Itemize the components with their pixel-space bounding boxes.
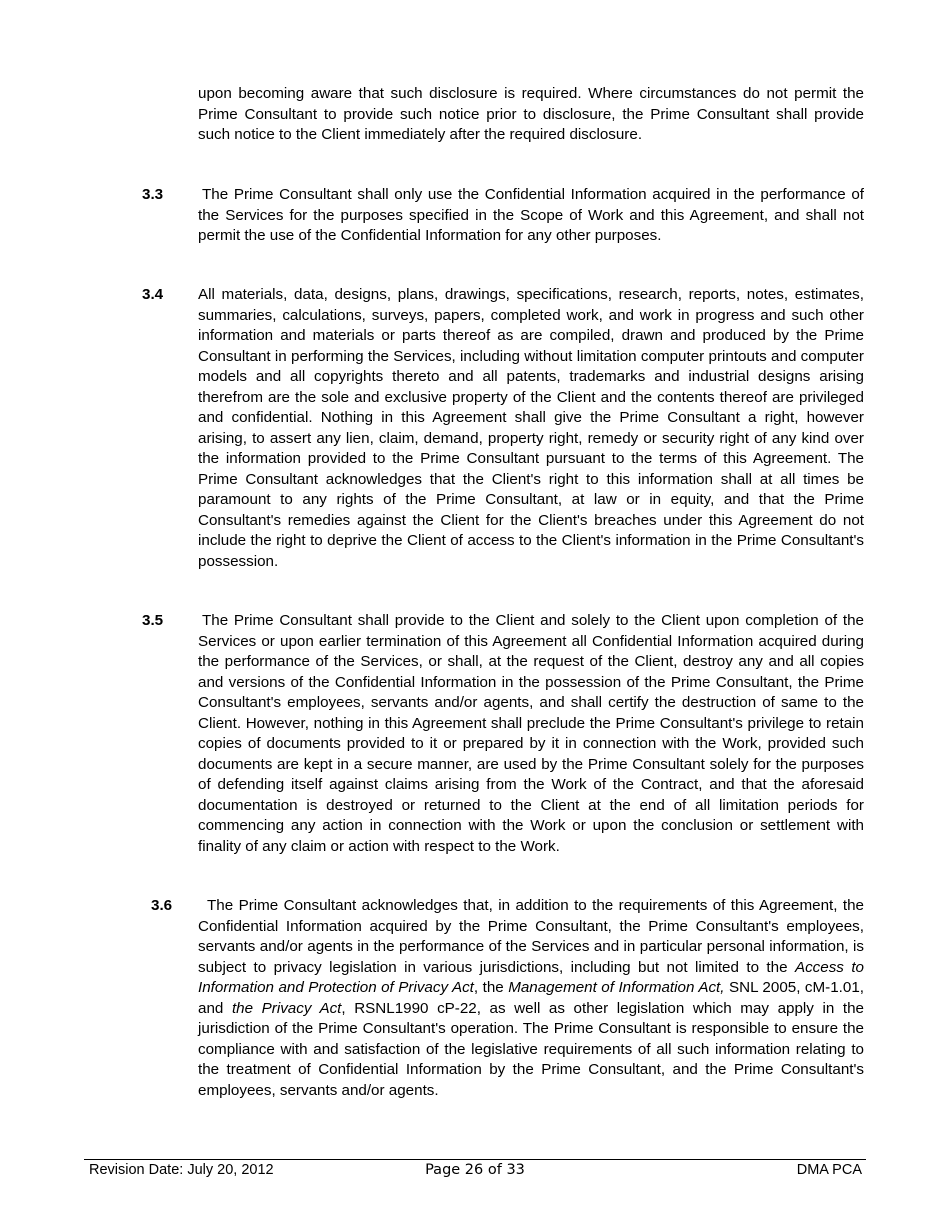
clause-3-4-body: All materials, data, designs, plans, drawings, specifications, research, reports, notes, estimates, summaries, calculations, surveys, papers, completed work, and work in progress and such other information and materials or parts thereof as are compiled, drawn and produced by the Prime Consultant in performing the Services, including without limitation computer printouts and computer models and all copyrights thereto and all patents, trademarks and industrial designs arising therefrom are the sole and exclusive property of the Client and the contents thereof are privileged and confidential. Nothing in this Agreement shall give the Prime Consultant a right, however arising, to assert any lien, claim, demand, property right, remedy or security right of any kind over the information provided to the Prime Consultant pursuant to the terms of this Agreement. The Prime Consultant acknowledges that the Client's right to this information shall at all times be paramount to any rights of the Prime Consultant, at law or in equity, and that the Prime Consultant's remedies against the Client for the Client's breaches under this Agreement do not include the right to deprive the Client of access to the Client's information in the Prime Consultant's possession. <box>198 286 864 570</box>
intro-paragraph-text: upon becoming aware that such disclosure is required. Where circumstances do not permit the Prime Consultant to provide such notice prior to disclosure, the Prime Consultant shall provide such notice to the Client immediately after the required disclosure. <box>198 85 864 143</box>
clause-3-4-text <box>198 285 864 572</box>
clause-number-3-4: 3.4 <box>142 286 164 303</box>
clause-3-6-body-1: The Prime Consultant acknowledges that, in addition to the requirements of this Agreement, the Confidential Information acquired by the Prime Consultant, the Prime Consultant's employees, servants and/or agents in the performance of the Services and in particular personal information, is subject to privacy legislation in various jurisdictions, including but not limited to the <box>198 897 864 976</box>
clause-3-6-body-4: , RSNL1990 cP-22, as well as other legislation which may apply in the jurisdiction of the Prime Consultant's operation. The Prime Consultant is responsible to ensure the compliance with and satisfaction of the legislative requirements of all such information relating to the treatment of Confidential Information by the Prime Consultant, and the Prime Consultant's employees, servants and/or agents. <box>198 999 864 1099</box>
act-privacy: the Privacy Act <box>231 999 342 1017</box>
clause-3-3-body: The Prime Consultant shall only use the Confidential Information acquired in the performance of the Services for the purposes specified in the Scope of Work and this Agreement, and shall not permit the use of the Confidential Information for any other purposes. <box>198 186 864 244</box>
footer-document-id: DMA PCA <box>796 1162 862 1178</box>
act-access-to-information: Access to Information and Protection of Privacy Act <box>198 958 864 996</box>
clause-number-3-3: 3.3 <box>142 186 164 203</box>
clause-3-6-text <box>198 896 864 1101</box>
footer-divider <box>84 1159 866 1160</box>
act-management-of-information: Management of Information Act, <box>508 979 725 996</box>
clause-number-3-5: 3.5 <box>142 612 164 629</box>
clause-3-6-body-2: , the <box>473 979 509 996</box>
clause-number-3-6: 3.6 <box>151 897 173 914</box>
intro-paragraph <box>198 84 864 146</box>
clause-3-5-body: The Prime Consultant shall provide to the Client and solely to the Client upon completion of the Services or upon earlier termination of this Agreement all Confidential Information acquired during the performance of the Services, or shall, at the request of the Client, destroy any and all copies and versions of the Confidential Information in the possession of the Prime Consultant, the Prime Consultant's employees, servants and/or agents, and shall certify the destruction of same to the Client. However, nothing in this Agreement shall preclude the Prime Consultant's privilege to retain copies of documents provided to it or prepared by it in connection with the Work, provided such documents are kept in a secure manner, are used by the Prime Consultant solely for the purposes of defending itself against claims arising from the Work of the Contract, and that the aforesaid documentation is destroyed or returned to the Client at the end of all limitation periods for commencing any action in connection with the Work or upon the conclusion or settlement with finality of any claim or action with respect to the Work. <box>198 612 864 855</box>
clause-3-3-text <box>198 185 864 247</box>
footer-page-number: Page 26 of 33 <box>425 1162 525 1178</box>
clause-3-6-body-3: SNL 2005, cM-1.01, and <box>198 979 864 1017</box>
footer-revision-date: Revision Date: July 20, 2012 <box>89 1162 274 1178</box>
clause-3-5-text <box>198 611 864 857</box>
